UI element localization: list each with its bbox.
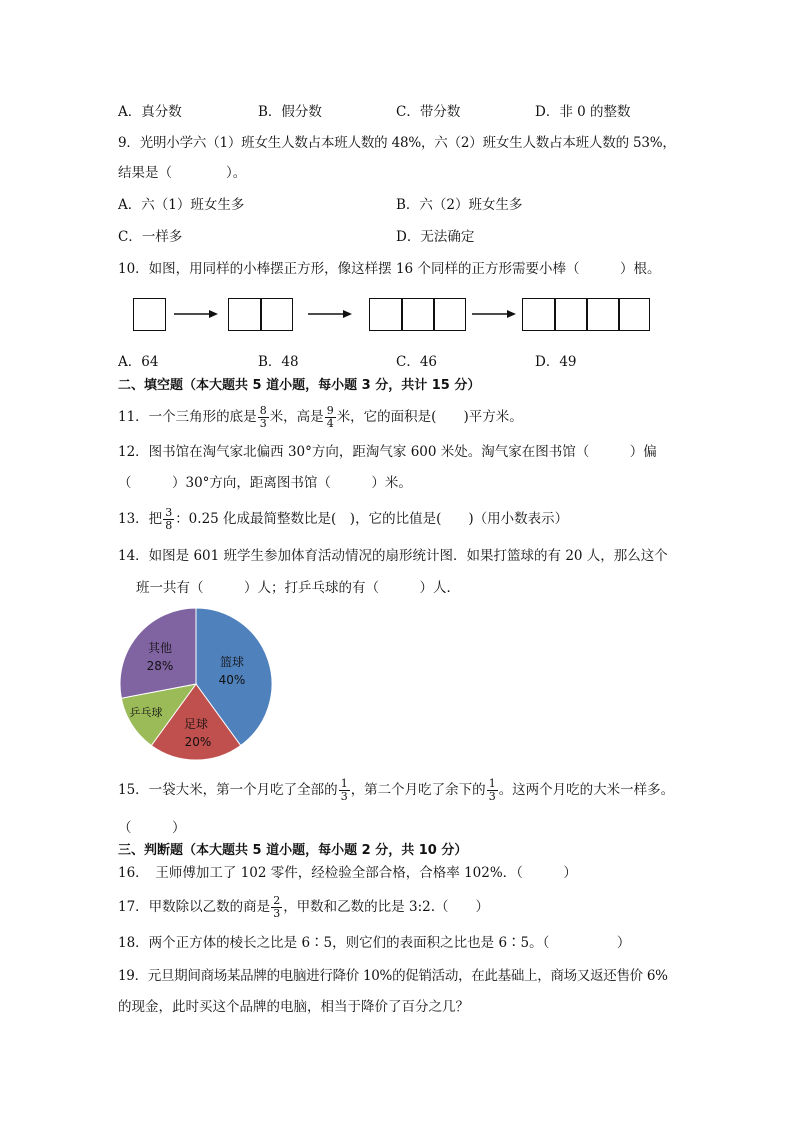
fraction: $\frac{8}{3}$ bbox=[259, 404, 267, 430]
answer-blank: （ ） bbox=[118, 820, 186, 836]
pie-value-label: 20% bbox=[184, 735, 212, 749]
option-a: A．真分数 bbox=[118, 104, 182, 120]
pie-value-label: 40% bbox=[218, 673, 246, 687]
arrow-right-icon bbox=[306, 307, 354, 321]
fraction: $\frac{1}{3}$ bbox=[340, 777, 348, 803]
question-11-post: 米，它的面积是( )平方米。 bbox=[336, 409, 523, 425]
question-17-pre: 17．甲数除以乙数的商是 bbox=[118, 899, 271, 915]
arrow-right-icon bbox=[172, 307, 220, 321]
question-17-post: ，甲数和乙数的比是 3:2.（ ） bbox=[283, 899, 489, 915]
section-heading: 三、判断题（本大题共 5 道小题，每小题 2 分，共 10 分） bbox=[118, 843, 468, 858]
question-15-mid: ，第二个月吃了余下的 bbox=[350, 782, 486, 798]
question-14-line2: 班一共有（ ）人；打乒乓球的有（ ）人． bbox=[136, 580, 460, 596]
question-9-line1: 9．光明小学六（1）班女生人数占本班人数的 48%，六（2）班女生人数占本班人数的 53%， bbox=[118, 135, 676, 151]
square-group-2 bbox=[228, 298, 293, 331]
question-16: 16． 王师傅加工了 102 零件，经检验全部合格，合格率 102%．（ ） bbox=[118, 865, 577, 881]
option-a: A．六（1）班女生多 bbox=[118, 197, 245, 213]
pie-value-label: 28% bbox=[146, 659, 174, 673]
section-heading: 二、填空题（本大题共 5 道小题，每小题 3 分，共计 15 分） bbox=[118, 378, 481, 393]
question-12-line2: （ ）30°方向，距离图书馆（ ）米。 bbox=[118, 475, 412, 491]
square-group-1 bbox=[133, 298, 166, 331]
question-18: 18．两个正方体的棱长之比是 6∶5，则它们的表面积之比也是 6∶5。（ ） bbox=[118, 935, 631, 951]
square-group-4 bbox=[522, 298, 650, 331]
fraction: $\frac{1}{3}$ bbox=[488, 777, 496, 803]
fraction: $\frac{3}{8}$ bbox=[165, 506, 173, 532]
pie-label: 篮球 bbox=[219, 655, 245, 669]
option-b: B．48 bbox=[258, 354, 299, 370]
question-12-line1: 12．图书馆在淘气家北偏西 30°方向，距淘气家 600 米处。淘气家在图书馆（ ）偏 bbox=[118, 444, 657, 460]
question-17 bbox=[118, 890, 489, 924]
question-9-line2: 结果是（ ）。 bbox=[118, 165, 247, 181]
option-d: D．49 bbox=[535, 354, 577, 370]
question-19-line1: 19．元旦期间商场某品牌的电脑进行降价 10%的促销活动，在此基础上，商场又返还售价 6% bbox=[118, 968, 668, 984]
question-11-mid: 米，高是 bbox=[269, 409, 324, 425]
question-11-pre: 11．一个三角形的底是 bbox=[118, 409, 257, 425]
option-c: C．46 bbox=[396, 354, 438, 370]
pie-label: 足球 bbox=[183, 717, 209, 731]
question-14-line1: 14．如图是 601 班学生参加体育活动情况的扇形统计图．如果打篮球的有 20 人，那么这个 bbox=[118, 548, 668, 564]
option-d: D．非 0 的整数 bbox=[535, 104, 631, 120]
option-b: B．假分数 bbox=[258, 104, 322, 120]
pie-label: 乒乓球 bbox=[129, 706, 163, 719]
question-15-post: 。这两个月吃的大米一样多。 bbox=[498, 782, 675, 798]
fraction: $\frac{2}{3}$ bbox=[273, 894, 281, 920]
question-13-post: ：0.25 化成最简整数比是( )，它的比值是( )（用小数表示） bbox=[175, 511, 569, 527]
fraction: $\frac{9}{4}$ bbox=[326, 404, 334, 430]
question-15 bbox=[118, 773, 674, 807]
question-13-pre: 13．把 bbox=[118, 511, 163, 527]
question-19-line2: 的现金，此时买这个品牌的电脑，相当于降价了百分之几？ bbox=[118, 999, 469, 1015]
option-b: B．六（2）班女生多 bbox=[396, 197, 523, 213]
option-c: C．带分数 bbox=[396, 104, 461, 120]
question-13 bbox=[118, 502, 568, 536]
question-11 bbox=[118, 400, 523, 434]
arrow-right-icon bbox=[470, 307, 518, 321]
pie-label: 其他 bbox=[147, 641, 173, 655]
question-15-pre: 15．一袋大米，第一个月吃了全部的 bbox=[118, 782, 338, 798]
option-c: C．一样多 bbox=[118, 229, 183, 245]
option-a: A．64 bbox=[118, 354, 159, 370]
question-10-line1: 10．如图，用同样的小棒摆正方形，像这样摆 16 个同样的正方形需要小棒（ ）根。 bbox=[118, 261, 661, 277]
option-d: D．无法确定 bbox=[396, 229, 475, 245]
square-group-3 bbox=[369, 298, 466, 331]
pie-chart bbox=[112, 604, 282, 766]
